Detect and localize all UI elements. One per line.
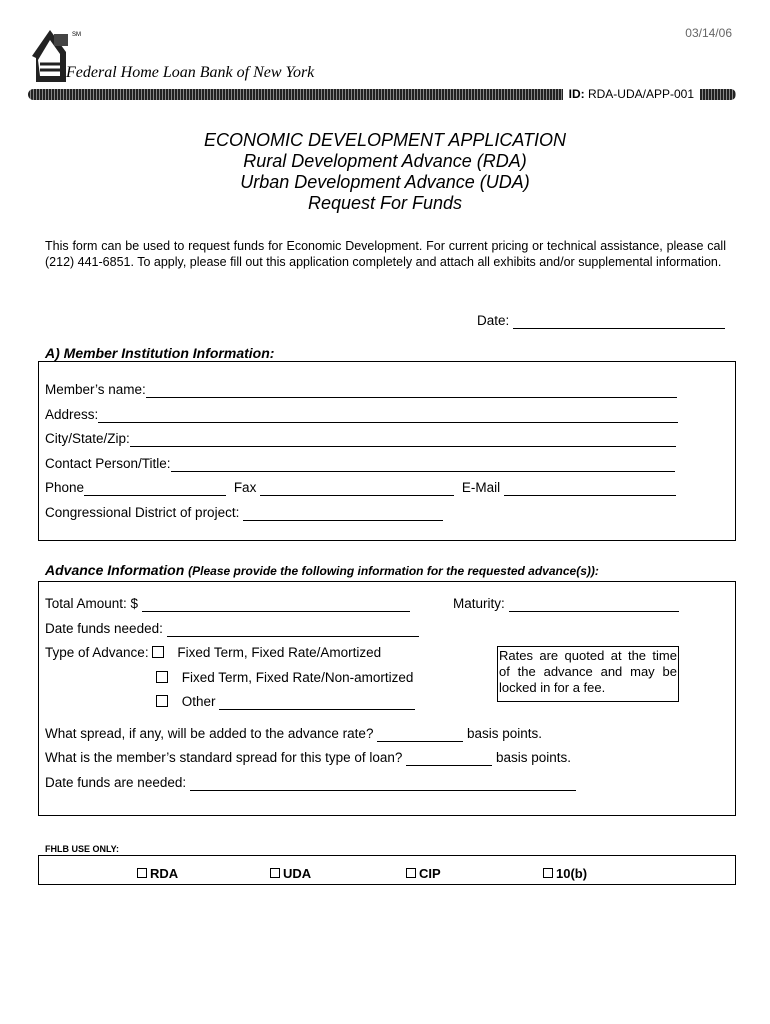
tenb-checkbox[interactable] (543, 868, 553, 878)
date-row: Date: (477, 313, 725, 329)
district-row: Congressional District of project: (45, 505, 443, 521)
fhlb-rda: RDA (137, 866, 178, 881)
fax-field[interactable] (260, 481, 454, 496)
spread-field[interactable] (377, 727, 463, 742)
date-needed-field[interactable] (190, 776, 576, 791)
total-amount-field[interactable] (142, 597, 410, 612)
subtitle-rda: Rural Development Advance (RDA) (243, 151, 527, 171)
spread-row: What spread, if any, will be added to the advance rate? basis points. (45, 726, 543, 741)
form-date: 03/14/06 (685, 26, 732, 40)
section-b-title: Advance Information (Please provide the following information for the requested advance(s)): (45, 562, 599, 578)
non-amortized-row: Fixed Term, Fixed Rate/Non-amortized (156, 670, 413, 686)
svg-text:SM: SM (72, 32, 81, 38)
fixed-non-amortized-checkbox[interactable] (156, 671, 168, 683)
section-a-title: A) Member Institution Information: (45, 345, 275, 361)
contact-row: Contact Person/Title: (45, 456, 675, 472)
main-title: ECONOMIC DEVELOPMENT APPLICATION (203, 130, 567, 150)
address-field[interactable] (98, 408, 678, 423)
standard-spread-field[interactable] (406, 751, 492, 766)
fhlb-10b: 10(b) (543, 866, 587, 881)
contact-field[interactable] (171, 457, 675, 472)
date-field[interactable] (513, 314, 725, 329)
email-field[interactable] (504, 481, 676, 496)
date-funds-row: Date funds needed: (45, 621, 419, 637)
form-id: ID: RDA-UDA/APP-001 (563, 87, 700, 101)
members-name-row: Member’s name: (45, 382, 677, 398)
form-titles (0, 130, 770, 214)
subtitle-uda: Urban Development Advance (UDA) (240, 172, 530, 192)
intro-text: This form can be used to request funds for Economic Development. For current pricing or technical assistance, please call (212) 441-6851. To apply, please fill out this application completely and attach all exhibits and/or supplemental information. (45, 239, 726, 269)
city-row: City/State/Zip: (45, 431, 676, 447)
fhlb-cip: CIP (406, 866, 441, 881)
subtitle-request: Request For Funds (307, 193, 463, 213)
phone-row: Phone Fax E-Mail (45, 480, 676, 496)
date-needed-row: Date funds are needed: (45, 775, 576, 791)
fhlb-uda: UDA (270, 866, 311, 881)
other-row: Other (156, 694, 415, 710)
maturity-row: Maturity: (453, 596, 679, 612)
total-amount-row: Total Amount: $ (45, 596, 410, 612)
city-field[interactable] (130, 432, 676, 447)
cip-checkbox[interactable] (406, 868, 416, 878)
other-field[interactable] (219, 695, 415, 710)
date-funds-field[interactable] (167, 622, 419, 637)
fhlb-use-label: FHLB USE ONLY: (45, 844, 120, 854)
type-advance-row: Type of Advance: Fixed Term, Fixed Rate/Amortized (45, 645, 382, 660)
other-checkbox[interactable] (156, 695, 168, 707)
members-name-field[interactable] (146, 383, 677, 398)
address-row: Address: (45, 407, 678, 423)
phone-field[interactable] (84, 481, 226, 496)
district-field[interactable] (243, 506, 443, 521)
uda-checkbox[interactable] (270, 868, 280, 878)
rda-checkbox[interactable] (137, 868, 147, 878)
maturity-field[interactable] (509, 597, 679, 612)
rates-note: Rates are quoted at the time of the advance and may be locked in for a fee. (497, 646, 679, 702)
fixed-amortized-checkbox[interactable] (152, 646, 164, 658)
standard-spread-row: What is the member’s standard spread for this type of loan? basis points. (45, 750, 572, 765)
bank-name: Federal Home Loan Bank of New York (66, 64, 315, 81)
